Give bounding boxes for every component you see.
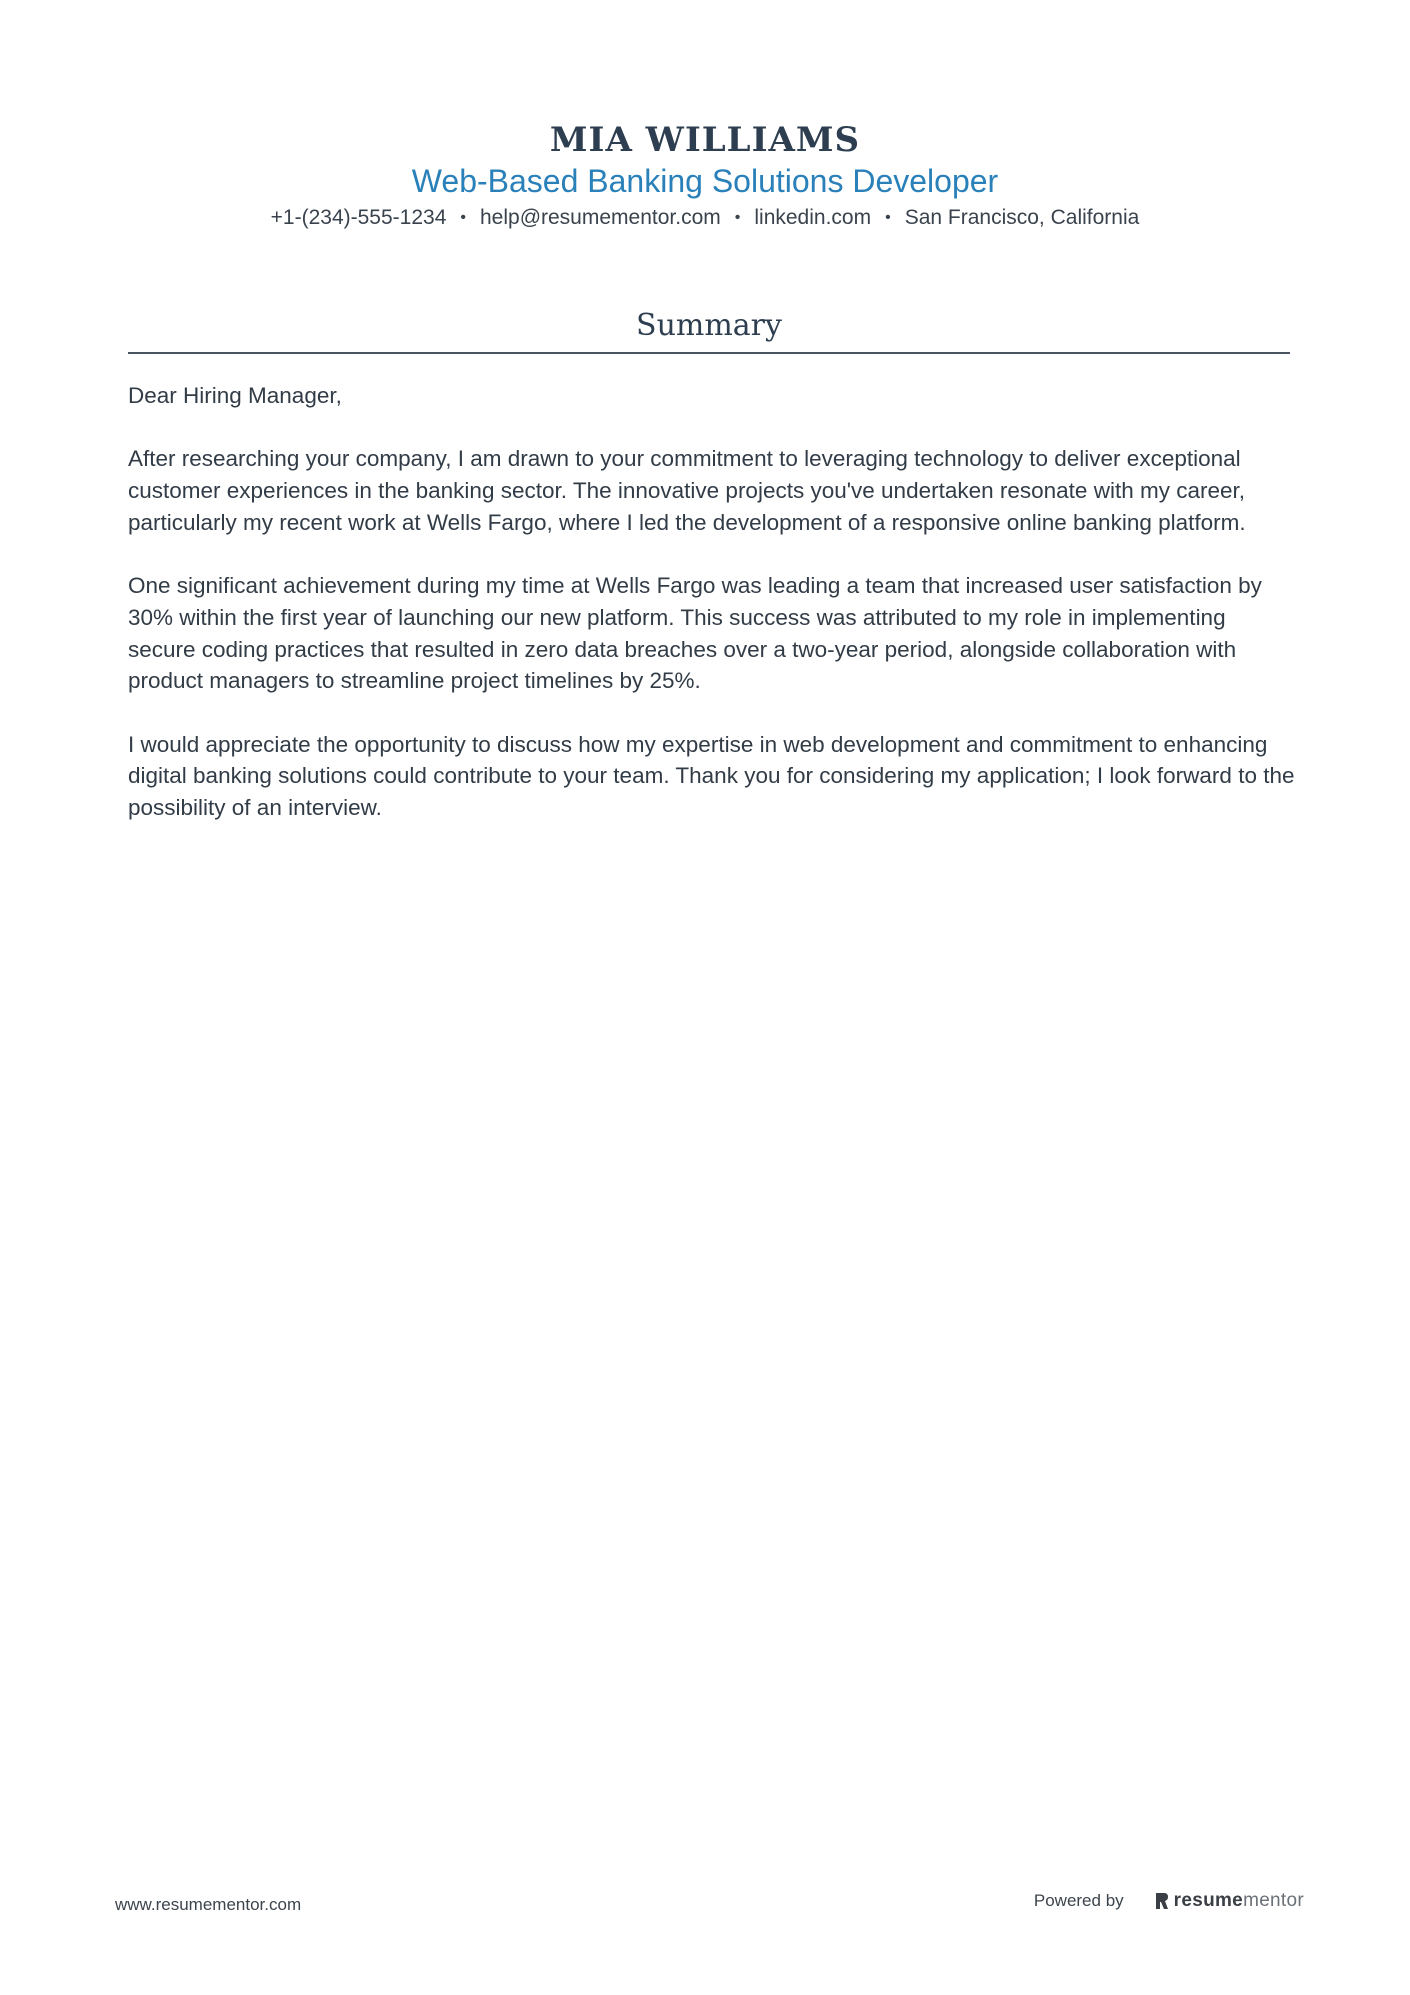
section-divider xyxy=(128,352,1290,354)
footer-website-link[interactable]: www.resumementor.com xyxy=(115,1895,302,1914)
body-paragraph: I would appreciate the opportunity to discuss how my expertise in web development and commitment to enhancing digital banking solutions could contribute to your team. Thank you for considering my application; I look forward to the possibility of an interview. xyxy=(128,731,1295,821)
footer-branding xyxy=(1034,1890,1304,1912)
logo-text-light: mentor xyxy=(1243,1890,1304,1911)
header xyxy=(0,118,1410,232)
section-heading-summary: Summary xyxy=(636,308,782,343)
body-paragraph: After researching your company, I am drawn to your commitment to leveraging technology to deliver exceptional customer experiences in the banking sector. The innovative projects you've undertaken resonate with my career, particularly my recent work at Wells Fargo, where I led the development of a responsive online banking platform. xyxy=(128,446,1246,535)
letter-body xyxy=(128,380,1296,855)
job-title: Web-Based Banking Solutions Developer xyxy=(411,163,999,199)
separator-dot: • xyxy=(885,209,891,226)
candidate-name: MIA WILLIAMS xyxy=(549,120,861,160)
phone: +1-(234)-555-1234 xyxy=(270,206,447,229)
body-paragraph: One significant achievement during my time at Wells Fargo was leading a team that increased user satisfaction by 30% within the first year of launching our new platform. This success was attributed to my role in implementing secure coding practices that resulted in zero data breaches over a two-year period, alongside collaboration with product managers to streamline project timelines by 25%. xyxy=(128,573,1262,694)
resumementor-logo-icon xyxy=(1154,1891,1170,1911)
separator-dot: • xyxy=(734,209,741,226)
resumementor-logo[interactable] xyxy=(1154,1890,1304,1912)
powered-by-label: Powered by xyxy=(1033,1891,1124,1910)
email[interactable]: help@resumementor.com xyxy=(479,206,721,229)
logo-text-bold: resume xyxy=(1173,1890,1244,1911)
salutation: Dear Hiring Manager, xyxy=(128,383,342,408)
location: San Francisco, California xyxy=(904,206,1140,229)
separator-dot: • xyxy=(460,209,466,226)
contact-line xyxy=(0,204,1410,232)
linkedin[interactable]: linkedin.com xyxy=(754,206,872,229)
